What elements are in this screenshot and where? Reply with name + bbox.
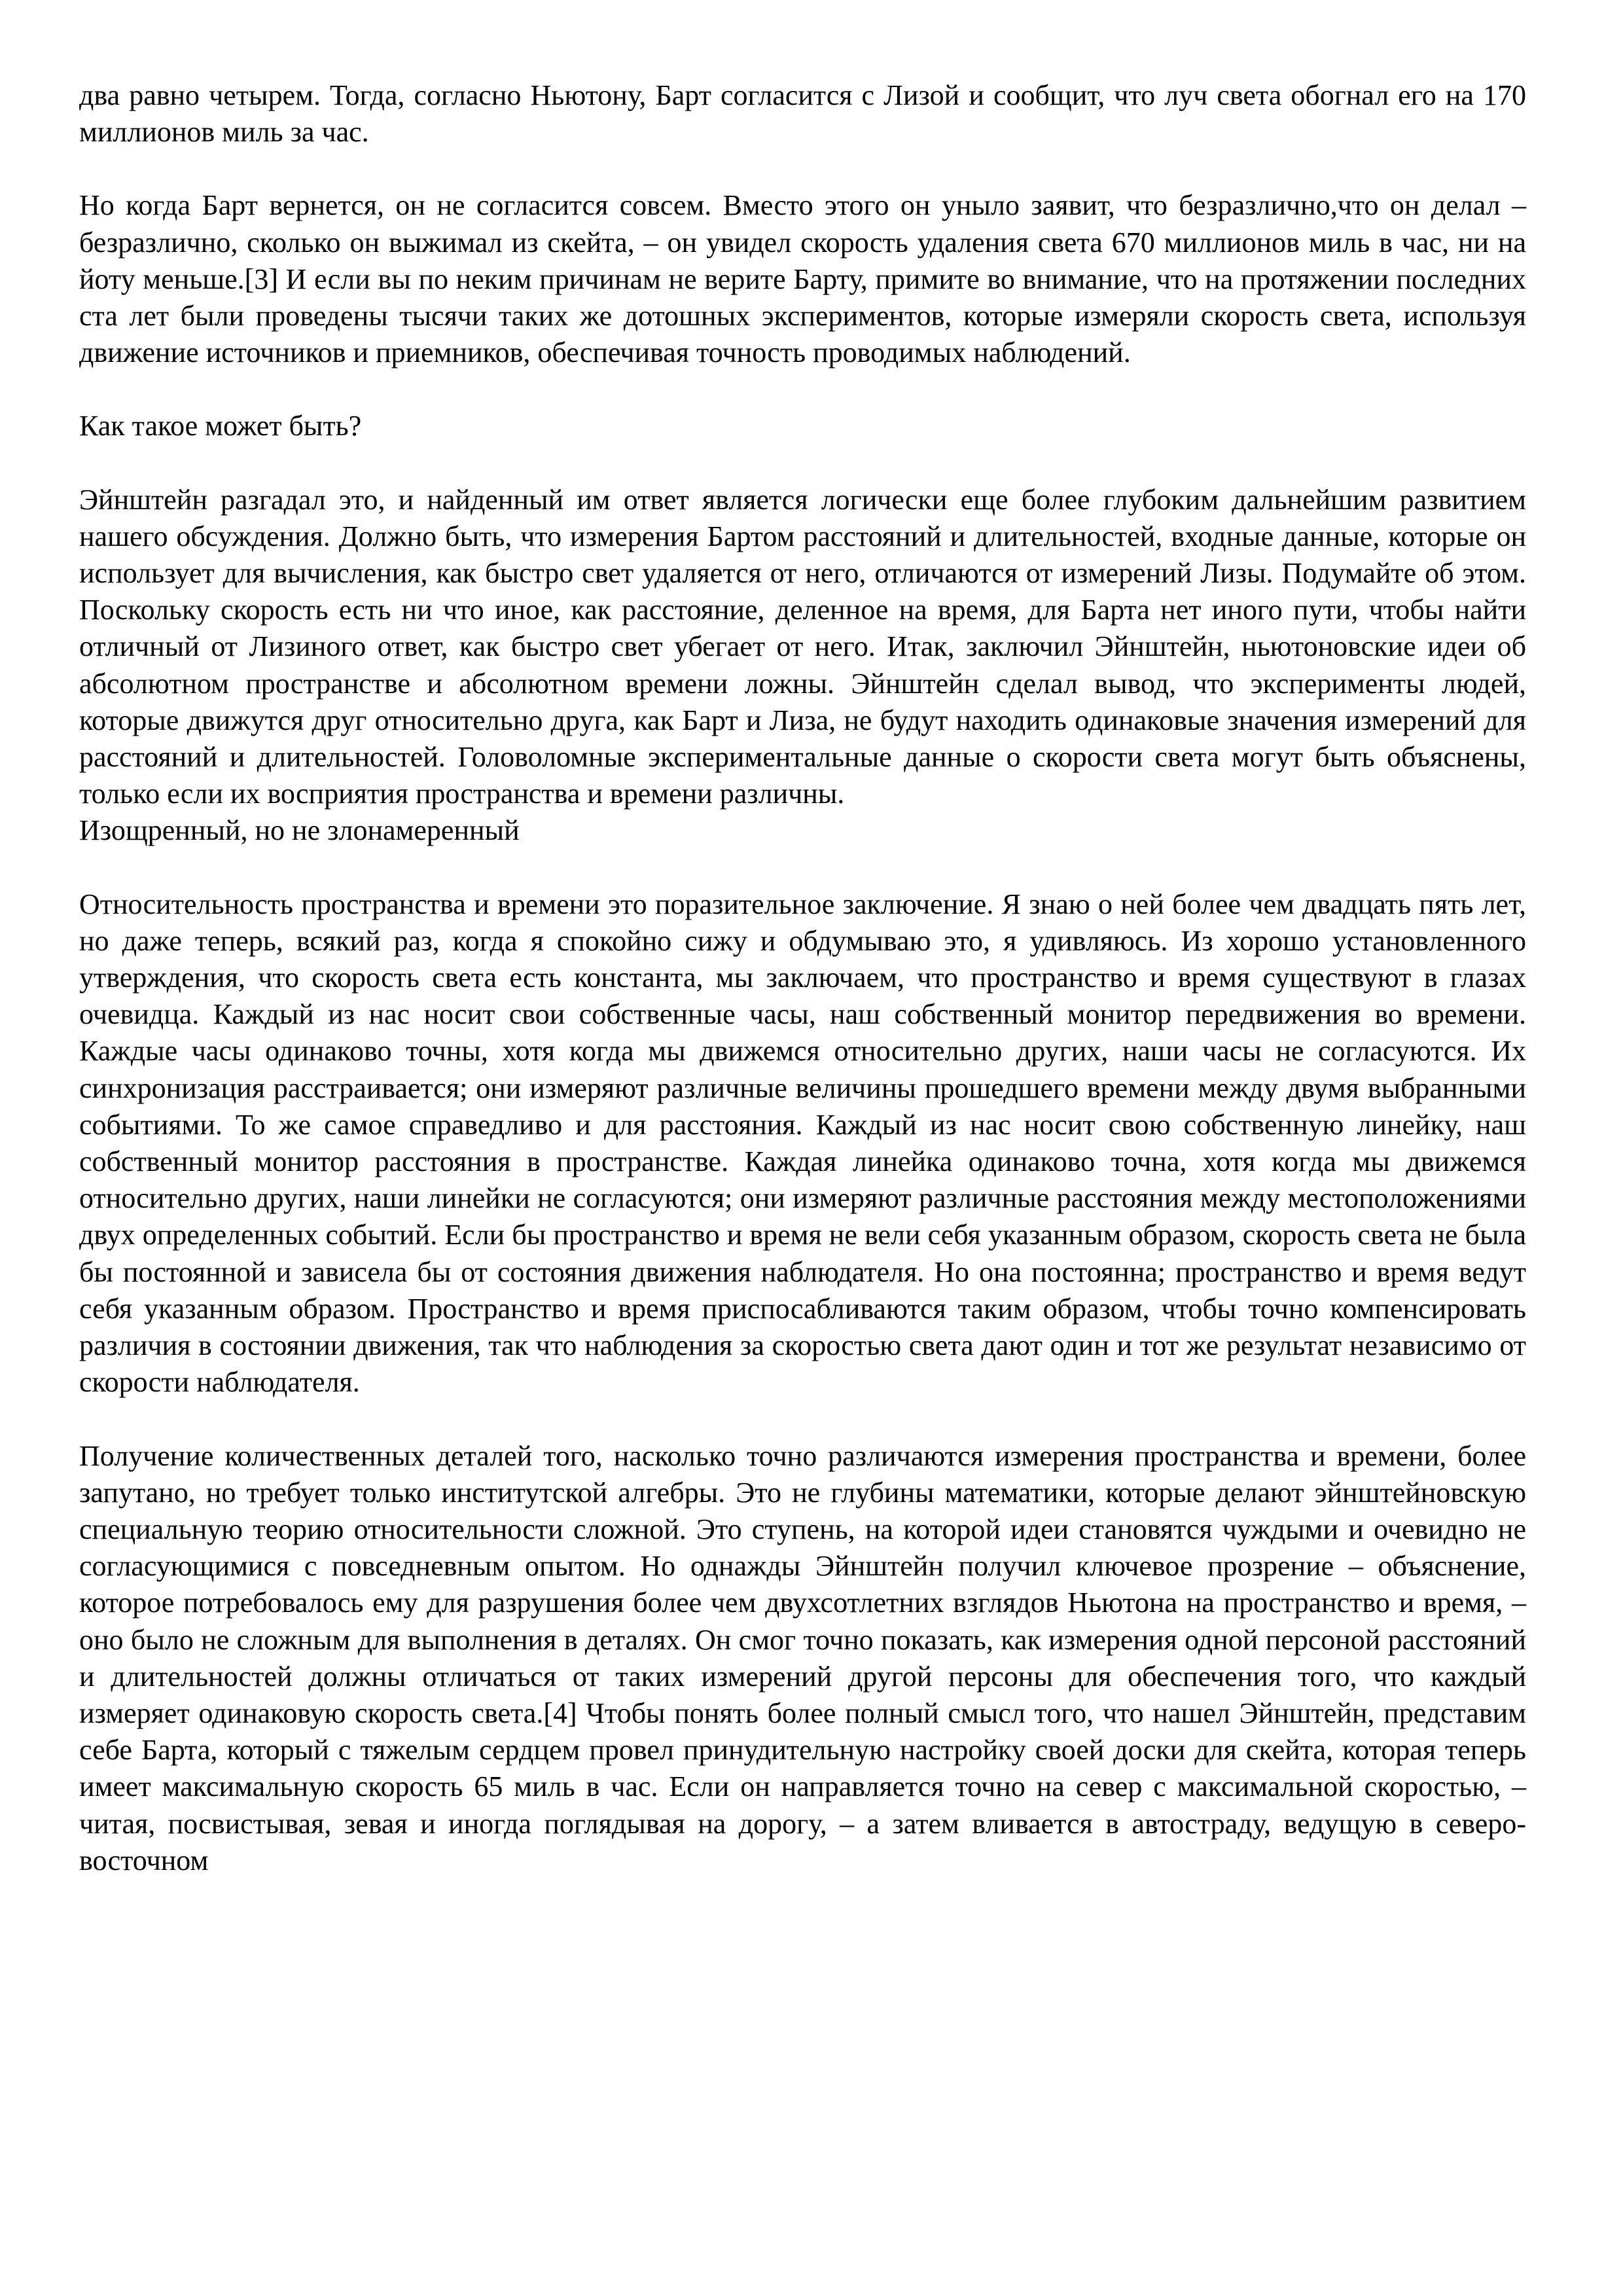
paragraph-5: Относительность пространства и времени это поразительное заключение. Я знаю о ней более чем двадцать пять лет, но даже теперь, всякий раз, когда я спокойно сижу и обдумываю это, я удивляюсь. Из хорошо установленного утверждения, что скорость света есть константа, мы заключаем, что пространство и время существуют в глазах очевидца. Каждый из нас носит свои собственные часы, наш собственный монитор передвижения во времени. Каждые часы одинаково точны, хотя когда мы движемся относительно других, наши часы не согласуются. Их синхронизация расстраивается; они измеряют различные величины прошедшего времени между двумя выбранными событиями. То же самое справедливо и для расстояния. Каждый из нас носит свою собственную линейку, наш собственный монитор расстояния в пространстве. Каждая линейка одинаково точна, хотя когда мы движемся относительно других, наши линейки не согласуются; они измеряют различные расстояния между местоположениями двух определенных событий. Если бы пространство и время не вели себя указанным образом, скорость света не была бы постоянной и зависела бы от состояния движения наблюдателя. Но она постоянна; пространство и время ведут себя указанным образом. Пространство и время приспосабливаются таким образом, чтобы точно компенсировать различия в состоянии движения, так что наблюдения за скоростью света дают один и тот же результат независимо от скорости наблюдателя. [79, 888, 1526, 1399]
paragraph-4: Эйнштейн разгадал это, и найденный им ответ является логически еще более глубоким дальнейшим развитием нашего обсуждения. Должно быть, что измерения Бартом расстояний и длительностей, входные данные, которые он использует для вычисления, как быстро свет удаляется от него, отличаются от измерений Лизы. Подумайте об этом. Поскольку скорость есть ни что иное, как расстояние, деленное на время, для Барта нет иного пути, чтобы найти отличный от Лизиного ответ, как быстро свет убегает от него. Итак, заключил Эйнштейн, ньютоновские идеи об абсолютном пространстве и абсолютном времени ложны. Эйнштейн сделал вывод, что эксперименты людей, которые движутся друг относительно друга, как Барт и Лиза, не будут находить одинаковые значения измерений для расстояний и длительностей. Головоломные экспериментальные данные о скорости света могут быть объяснены, только если их восприятия пространства и времени различны. [79, 483, 1526, 810]
paragraph-1: два равно четырем. Тогда, согласно Ньютону, Барт согласится с Лизой и сообщит, что луч света обогнал его на 170 миллионов миль за час. [79, 79, 1526, 149]
paragraph-6: Получение количественных деталей того, насколько точно различаются измерения пространства и времени, более запутано, но требует только институтской алгебры. Это не глубины математики, которые делают эйнштейновскую специальную теорию относительности сложной. Это ступень, на которой идеи становятся чуждыми и очевидно не согласующимися с повседневным опытом. Но однажды Эйнштейн получил ключевое прозрение – объяснение, которое потребовалось ему для разрушения более чем двухсотлетних взглядов Ньютона на пространство и время, – оно было не сложным для выполнения в деталях. Он смог точно показать, как измерения одной персоной расстояний и длительностей должны отличаться от таких измерений другой персоны для обеспечения того, что каждый измеряет одинаковую скорость света.[4] Чтобы понять более полный смысл того, что нашел Эйнштейн, представим себе Барта, который с тяжелым сердцем провел принудительную настройку своей доски для скейта, которая теперь имеет максимальную скорость 65 миль в час. Если он направляется точно на север с максимальной скоростью, – читая, посвистывая, зевая и иногда поглядывая на дорогу, – а затем вливается в автостраду, ведущую в северо-восточном [79, 1439, 1526, 1876]
document-page [79, 77, 1526, 1879]
section-heading: Изощренный, но не злонамеренный [79, 814, 520, 847]
paragraph-question: Как такое может быть? [79, 410, 362, 442]
paragraph-2: Но когда Барт вернется, он не согласится совсем. Вместо этого он уныло заявит, что безразлично,что он делал – безразлично, сколько он выжимал из скейта, – он увидел скорость удаления света 670 миллионов миль в час, ни на йоту меньше.[3] И если вы по неким причинам не верите Барту, примите во внимание, что на протяжении последних ста лет были проведены тысячи таких же дотошных экспериментов, которые измеряли скорость света, используя движение источников и приемников, обеспечивая точность проводимых наблюдений. [79, 189, 1526, 369]
